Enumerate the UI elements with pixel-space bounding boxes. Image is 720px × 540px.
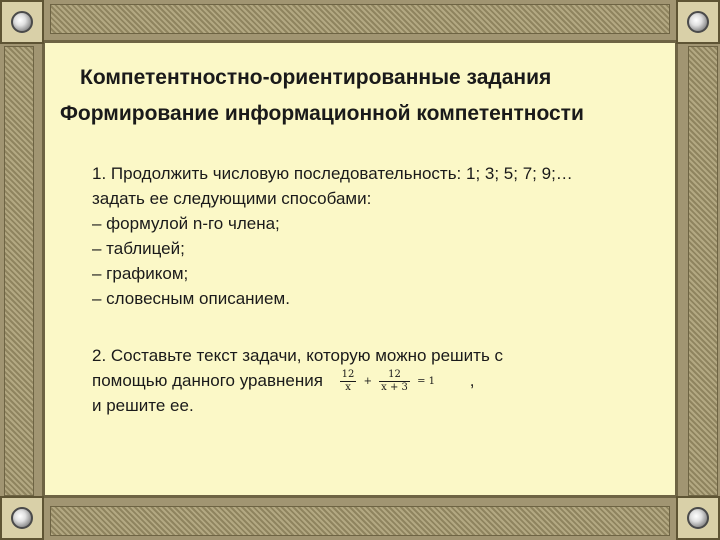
corner-knob-icon (687, 11, 709, 33)
task-2-line-text: помощью данного уравнения (92, 371, 323, 390)
corner-knob-icon (687, 507, 709, 529)
fraction-1-denominator: x (345, 382, 351, 394)
corner-top-left (0, 0, 44, 44)
corner-knob-icon (11, 507, 33, 529)
task-1-line: задать ее следующими способами: (92, 189, 372, 208)
fraction-1-numerator: 12 (341, 369, 355, 381)
task-2-line-with-equation (92, 368, 503, 393)
corner-knob-icon (11, 11, 33, 33)
fraction-2-numerator: 12 (379, 369, 410, 382)
equation-comma: , (469, 371, 475, 390)
equation-fraction-2 (379, 369, 410, 394)
fraction-2-denominator: x + 3 (381, 382, 408, 394)
frame-bottom-bar (50, 506, 670, 536)
slide-title: Компетентностно-ориентированные задания (80, 66, 552, 89)
task-1-line: – формулой n-го члена; (92, 214, 280, 233)
frame-right-bar (688, 46, 718, 496)
task-1-line: – графиком; (92, 264, 189, 283)
task-1-line: – таблицей; (92, 239, 185, 258)
equation (340, 369, 439, 394)
corner-bottom-right (676, 496, 720, 540)
task-2-line: и решите ее. (92, 396, 194, 415)
frame-top-bar (50, 4, 670, 34)
task-1 (92, 161, 573, 311)
task-1-line: – словесным описанием. (92, 289, 290, 308)
task-2-line: 2. Составьте текст задачи, которую можно решить с (92, 346, 504, 365)
slide-subtitle: Формирование информационной компетентности (60, 102, 584, 125)
corner-bottom-left (0, 496, 44, 540)
corner-top-right (676, 0, 720, 44)
frame-left-bar (4, 46, 34, 496)
equation-fraction-1 (340, 369, 357, 394)
task-1-line: 1. Продолжить числовую последовательность: 1; 3; 5; 7; 9;… (92, 164, 573, 183)
task-2 (92, 343, 503, 418)
equation-plus: + (363, 375, 372, 387)
equation-rhs: = 1 (417, 375, 436, 387)
